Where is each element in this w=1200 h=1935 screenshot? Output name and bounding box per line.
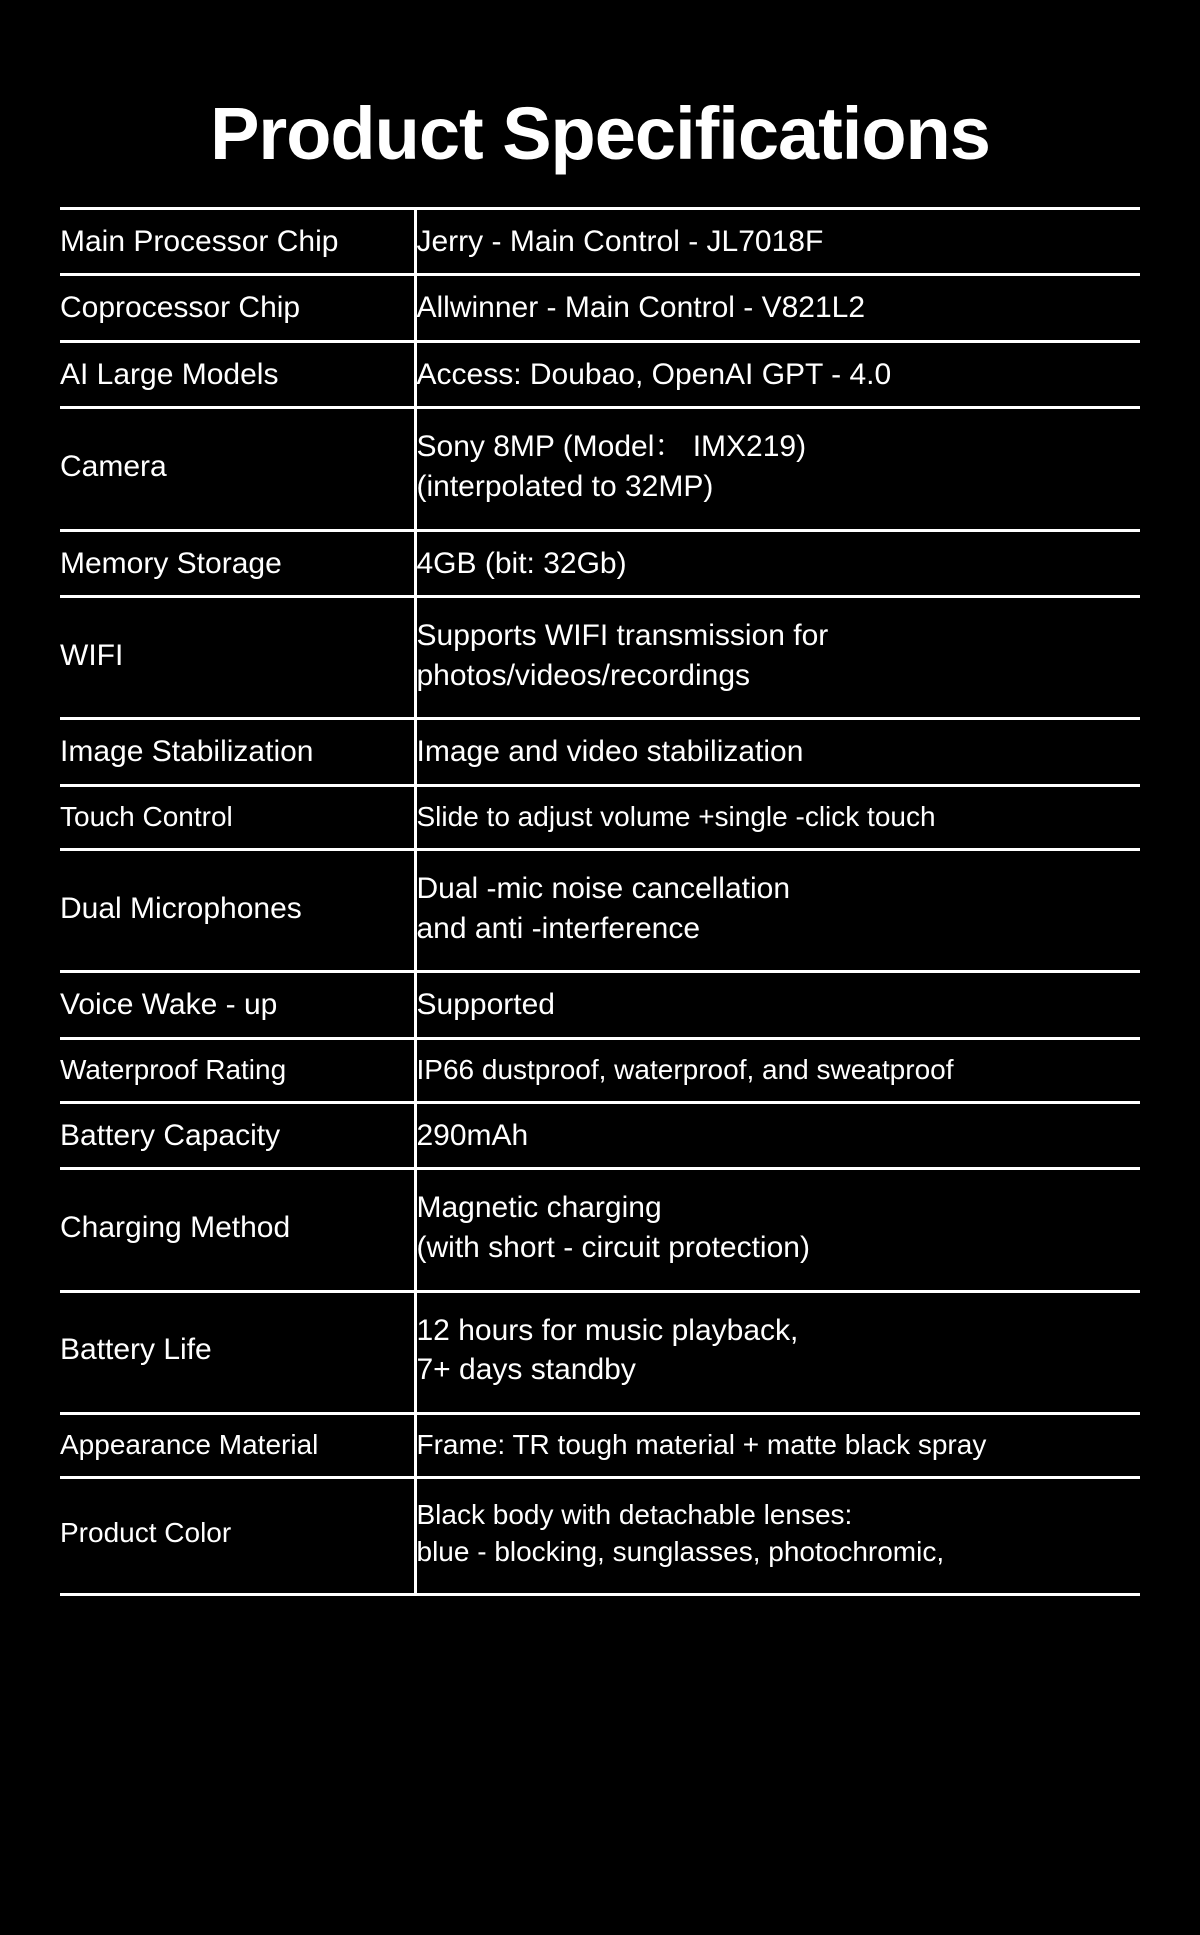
spec-value-line: blue - blocking, sunglasses, photochromic, [416, 1535, 945, 1567]
table-row [60, 1102, 1140, 1169]
table-row [60, 786, 1140, 850]
spec-value-line: Slide to adjust volume +single -click touch [416, 801, 936, 833]
spec-label: Coprocessor Chip [60, 275, 415, 342]
spec-value-line: IP66 dustproof, waterproof, and sweatproof [416, 1053, 954, 1085]
spec-value [415, 1038, 1140, 1102]
spec-label: Appearance Material [60, 1413, 415, 1477]
table-row [60, 1291, 1140, 1413]
spec-value [415, 1169, 1140, 1291]
spec-value [415, 1477, 1140, 1594]
spec-value [415, 786, 1140, 850]
spec-value-line: photos/videos/recordings [416, 658, 751, 692]
spec-value [415, 849, 1140, 971]
table-row [60, 341, 1140, 408]
spec-value-line: Image and video stabilization [416, 735, 804, 769]
spec-value-line: Sony 8MP (Model： IMX219) [416, 430, 807, 464]
spec-value [415, 1102, 1140, 1169]
spec-value-line: Allwinner - Main Control - V821L2 [416, 291, 866, 325]
specifications-page [0, 92, 1200, 1935]
spec-label: Product Color [60, 1477, 415, 1594]
specifications-table [60, 207, 1140, 1596]
spec-label: Main Processor Chip [60, 208, 415, 275]
spec-value [415, 408, 1140, 530]
spec-value-line: and anti -interference [416, 911, 701, 945]
page-title: Product Specifications [210, 92, 990, 175]
spec-value-line: Frame: TR tough material + matte black spray [416, 1428, 987, 1460]
table-row [60, 208, 1140, 275]
table-row [60, 1413, 1140, 1477]
spec-value-line: 7+ days standby [416, 1353, 636, 1387]
spec-label: Touch Control [60, 786, 415, 850]
spec-value-line: Supports WIFI transmission for [416, 619, 829, 653]
table-row [60, 719, 1140, 786]
spec-value-line: 12 hours for music playback, [416, 1313, 799, 1347]
spec-value-line: Dual -mic noise cancellation [416, 871, 791, 905]
spec-value [415, 208, 1140, 275]
spec-value-line: (interpolated to 32MP) [416, 470, 714, 504]
table-row [60, 972, 1140, 1039]
table-row [60, 275, 1140, 342]
spec-value-line: Jerry - Main Control - JL7018F [416, 224, 824, 258]
spec-label: AI Large Models [60, 341, 415, 408]
spec-value [415, 1413, 1140, 1477]
spec-label: WIFI [60, 597, 415, 719]
spec-label: Battery Life [60, 1291, 415, 1413]
spec-value-line: 4GB (bit: 32Gb) [416, 546, 627, 580]
table-row [60, 408, 1140, 530]
spec-value-line: (with short - circuit protection) [416, 1230, 810, 1264]
spec-label: Image Stabilization [60, 719, 415, 786]
spec-label: Battery Capacity [60, 1102, 415, 1169]
spec-label: Waterproof Rating [60, 1038, 415, 1102]
spec-label: Voice Wake - up [60, 972, 415, 1039]
spec-value-line: Supported [416, 988, 555, 1022]
table-row [60, 1169, 1140, 1291]
table-row [60, 1038, 1140, 1102]
table-row [60, 849, 1140, 971]
table-row [60, 1477, 1140, 1594]
spec-label: Dual Microphones [60, 849, 415, 971]
spec-label: Charging Method [60, 1169, 415, 1291]
spec-value-line: 290mAh [416, 1118, 529, 1152]
spec-value [415, 341, 1140, 408]
table-row [60, 530, 1140, 597]
spec-label: Camera [60, 408, 415, 530]
spec-value [415, 530, 1140, 597]
spec-value-line: Black body with detachable lenses: [416, 1498, 853, 1530]
spec-value-line: Magnetic charging [416, 1191, 662, 1225]
spec-value [415, 719, 1140, 786]
spec-value [415, 1291, 1140, 1413]
spec-label: Memory Storage [60, 530, 415, 597]
spec-value-line: Access: Doubao, OpenAI GPT - 4.0 [416, 357, 892, 391]
spec-value [415, 275, 1140, 342]
spec-value [415, 597, 1140, 719]
spec-value [415, 972, 1140, 1039]
table-row [60, 597, 1140, 719]
